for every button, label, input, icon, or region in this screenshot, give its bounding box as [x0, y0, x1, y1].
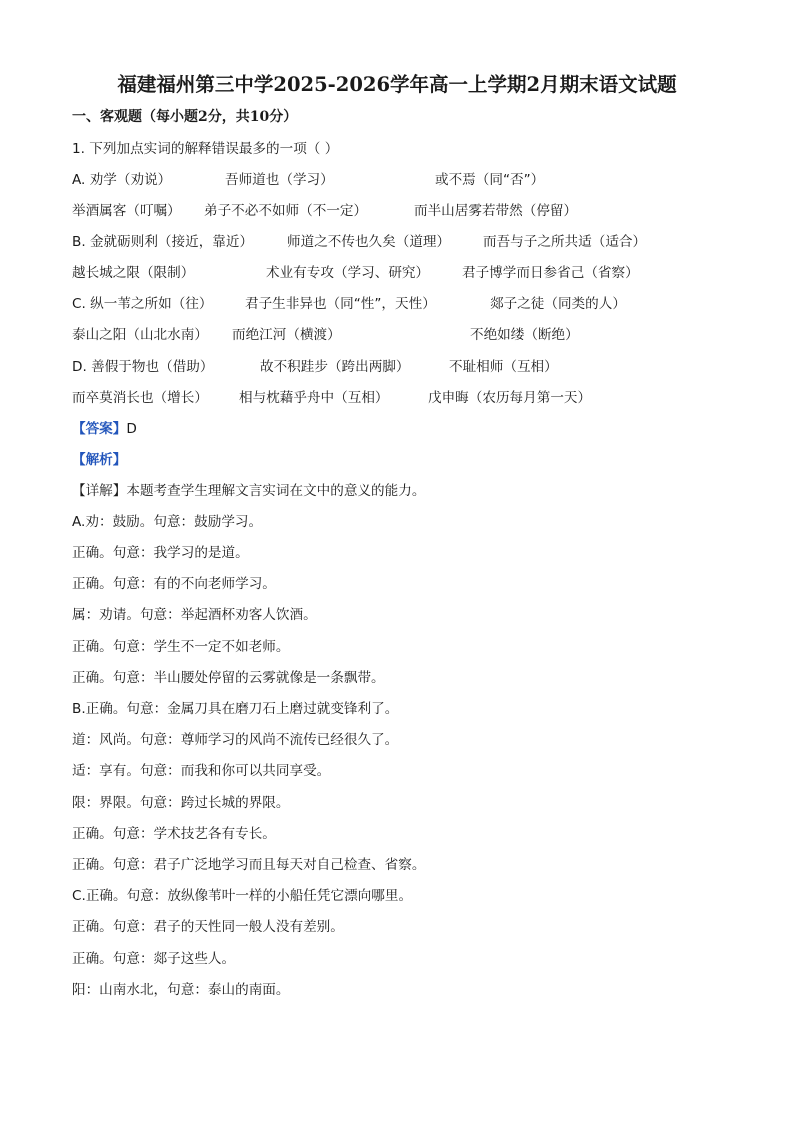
explanation-line: C.正确。句意：放纵像苇叶一样的小船任凭它漂向哪里。 — [72, 888, 413, 904]
analysis-line — [72, 451, 126, 469]
option-cell: 故不积跬步（跨出两脚） — [260, 359, 410, 375]
option-cell: 君子生非异也（同“性”，天性） — [245, 296, 436, 312]
explanation-line: 正确。句意：学术技艺各有专长。 — [72, 826, 276, 842]
explanation-line: 正确。句意：我学习的是道。 — [72, 545, 249, 561]
option-cell: 而吾与子之所共适（适合） — [483, 234, 647, 250]
option-cell: 相与枕藉乎舟中（互相） — [239, 390, 389, 406]
explanation-line: 道：风尚。句意：尊师学习的风尚不流传已经很久了。 — [72, 732, 399, 748]
option-cell: 而半山居雾若带然（停留） — [414, 203, 578, 219]
section-heading: 一、客观题（每小题2分，共10分） — [72, 109, 298, 125]
option-cell: 师道之不传也久矣（道理） — [287, 234, 451, 250]
option-cell: A. 劝学（劝说） — [72, 172, 172, 188]
option-cell: 越长城之限（限制） — [72, 265, 195, 281]
explanation-line: 适：享有。句意：而我和你可以共同享受。 — [72, 763, 331, 779]
explanation-line: 正确。句意：学生不一定不如老师。 — [72, 639, 290, 655]
explanation-line: A.劝：鼓励。句意：鼓励学习。 — [72, 514, 263, 530]
option-cell: 举酒属客（叮嘱） — [72, 203, 181, 219]
explanation-line: B.正确。句意：金属刀具在磨刀石上磨过就变锋利了。 — [72, 701, 399, 717]
answer-value: D — [126, 421, 137, 437]
option-cell: D. 善假于物也（借助） — [72, 359, 214, 375]
option-cell: 而绝江河（横渡） — [232, 327, 341, 343]
explanation-line: 正确。句意：有的不向老师学习。 — [72, 576, 276, 592]
option-cell: 戊申晦（农历每月第一天） — [428, 390, 592, 406]
option-cell: 弟子不必不如师（不一定） — [204, 203, 368, 219]
explanation-line: 正确。句意：君子的天性同一般人没有差别。 — [72, 919, 344, 935]
option-cell: 术业有专攻（学习、研究） — [266, 265, 430, 281]
option-cell: 而卒莫消长也（增长） — [72, 390, 208, 406]
option-cell: 不绝如缕（断绝） — [470, 327, 579, 343]
option-cell: C. 纵一苇之所如（往） — [72, 296, 213, 312]
detail-line — [72, 482, 425, 500]
analysis-tag: 【解析】 — [72, 452, 127, 468]
explanation-line: 正确。句意：半山腰处停留的云雾就像是一条飘带。 — [72, 670, 385, 686]
question-stem: 1. 下列加点实词的解释错误最多的一项（ ） — [72, 141, 339, 157]
explanation-line: 阳：山南水北，句意：泰山的南面。 — [72, 982, 290, 998]
detail-text: 本题考查学生理解文言实词在文中的意义的能力。 — [126, 483, 426, 499]
explanation-line: 正确。句意：郯子这些人。 — [72, 951, 236, 967]
explanation-line: 限：界限。句意：跨过长城的界限。 — [72, 795, 290, 811]
option-cell: B. 金就砺则利（接近，靠近） — [72, 234, 254, 250]
option-cell: 不耻相师（互相） — [449, 359, 558, 375]
explanation-line: 正确。句意：君子广泛地学习而且每天对自己检查、省察。 — [72, 857, 426, 873]
option-cell: 泰山之阳（山北水南） — [72, 327, 208, 343]
answer-line — [72, 420, 137, 438]
page-title: 福建福州第三中学2025-2026学年高一上学期2月期末语文试题 — [117, 73, 677, 96]
detail-tag: 【详解】 — [72, 483, 127, 499]
answer-tag: 【答案】 — [72, 421, 127, 437]
option-cell: 郯子之徒（同类的人） — [490, 296, 626, 312]
option-cell: 或不焉（同“否”） — [435, 172, 545, 188]
option-cell: 君子博学而日参省己（省察） — [462, 265, 639, 281]
option-cell: 吾师道也（学习） — [225, 172, 334, 188]
explanation-line: 属：劝请。句意：举起酒杯劝客人饮酒。 — [72, 607, 317, 623]
